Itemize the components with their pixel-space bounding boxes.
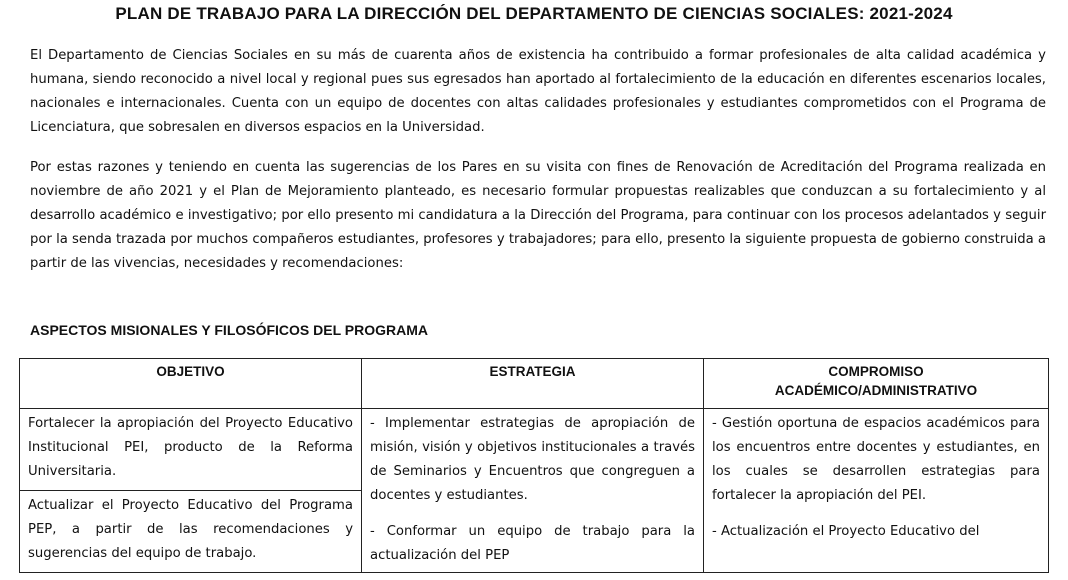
compromiso-item-1: - Gestión oportuna de espacios académicos para los encuentros entre docentes y estudiantes, en los cuales se desarrollen estrategias para fortalecer la apropiación del PEI.	[712, 416, 1040, 503]
objetivo-cell-2: Actualizar el Proyecto Educativo del Programa PEP, a partir de las recomendaciones y sugerencias del equipo de trabajo.	[20, 491, 362, 573]
table-row	[20, 409, 1049, 491]
reasons-paragraph: Por estas razones y teniendo en cuenta las sugerencias de los Pares en su visita con fines de Renovación de Acreditación del Programa realizada en noviembre de año 2021 y el Plan de Mejoramiento planteado, es necesario formular propuestas realizables que conduzcan a su fortalecimiento y al desarrollo académico e investigativo; por ello presento mi candidatura a la Dirección del Programa, para continuar con los procesos adelantados y seguir por la senda trazada por muchos compañeros estudiantes, profesores y trabajadores; para ello, presento la siguiente propuesta de gobierno construida a partir de las vivencias, necesidades y recomendaciones:	[30, 160, 1046, 271]
section-heading: ASPECTOS MISIONALES Y FILOSÓFICOS DEL PROGRAMA	[30, 322, 429, 338]
plan-table	[19, 358, 1049, 573]
estrategia-item-1: - Implementar estrategias de apropiación de misión, visión y objetivos institucionales a través de Seminarios y Encuentros que congreguen a docentes y estudiantes.	[370, 416, 695, 503]
header-compromiso-line1: COMPROMISO	[828, 364, 924, 379]
table-header-row	[20, 359, 1049, 409]
estrategia-cell	[362, 409, 704, 573]
objetivo-cell-1: Fortalecer la apropiación del Proyecto Educativo Institucional PEI, producto de la Reforma Universitaria.	[20, 409, 362, 491]
compromiso-cell	[704, 409, 1049, 573]
intro-paragraph: El Departamento de Ciencias Sociales en su más de cuarenta años de existencia ha contribuido a formar profesionales de alta calidad académica y humana, siendo reconocido a nivel local y regional pues sus egresados han aportado al fortalecimiento de la educación en diferentes escenarios locales, nacionales e internacionales. Cuenta con un equipo de docentes con altas calidades profesionales y estudiantes comprometidos con el Programa de Licenciatura, que sobresalen en diversos espacios en la Universidad.	[30, 48, 1046, 135]
header-objetivo: OBJETIVO	[20, 359, 362, 409]
header-estrategia: ESTRATEGIA	[362, 359, 704, 409]
document-title: PLAN DE TRABAJO PARA LA DIRECCIÓN DEL DEPARTAMENTO DE CIENCIAS SOCIALES: 2021-2024	[115, 4, 953, 23]
compromiso-item-2: - Actualización el Proyecto Educativo del	[712, 524, 980, 539]
header-compromiso	[704, 359, 1049, 409]
estrategia-item-2: - Conformar un equipo de trabajo para la actualización del PEP	[370, 524, 695, 563]
header-compromiso-line2: ACADÉMICO/ADMINISTRATIVO	[774, 383, 978, 398]
